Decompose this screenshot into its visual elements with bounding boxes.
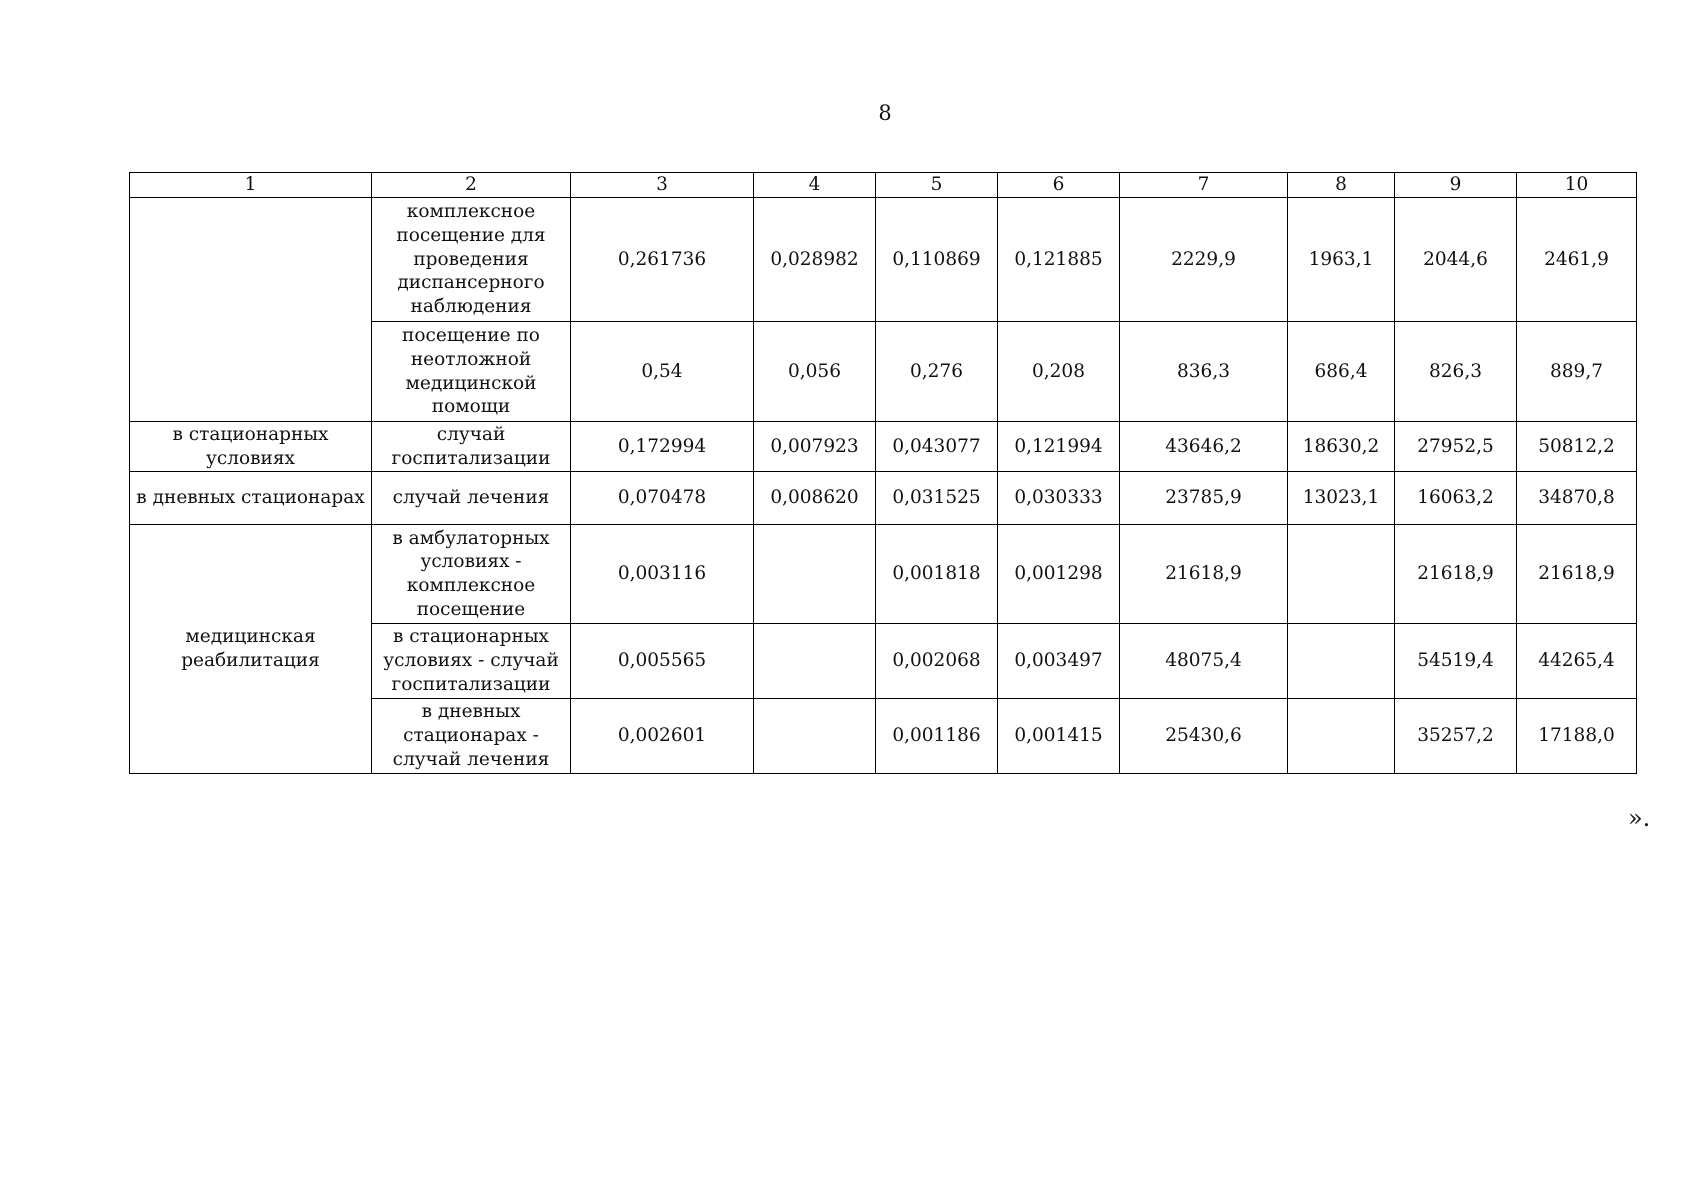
value-cell: 0,002601 — [571, 699, 754, 774]
value-cell: 0,056 — [754, 322, 876, 422]
table-row — [130, 472, 1637, 525]
value-cell: 0,030333 — [998, 472, 1120, 525]
value-cell: 0,001415 — [998, 699, 1120, 774]
data-table — [129, 172, 1637, 774]
category-cell: в дневных стационарах — [130, 472, 372, 525]
unit-cell: посещение по неотложной медицинской помощи — [372, 322, 571, 422]
value-cell: 686,4 — [1288, 322, 1395, 422]
value-cell — [1288, 699, 1395, 774]
value-cell: 16063,2 — [1395, 472, 1517, 525]
unit-cell: случай госпитализации — [372, 422, 571, 472]
table-row — [130, 198, 1637, 322]
page-number: 8 — [878, 101, 892, 125]
unit-cell: в дневных стационарах - случай лечения — [372, 699, 571, 774]
value-cell: 1963,1 — [1288, 198, 1395, 322]
value-cell: 43646,2 — [1120, 422, 1288, 472]
value-cell: 0,121994 — [998, 422, 1120, 472]
value-cell: 0,261736 — [571, 198, 754, 322]
value-cell: 0,001186 — [876, 699, 998, 774]
unit-cell: случай лечения — [372, 472, 571, 525]
value-cell: 35257,2 — [1395, 699, 1517, 774]
value-cell: 0,172994 — [571, 422, 754, 472]
value-cell: 0,001298 — [998, 525, 1120, 624]
value-cell: 889,7 — [1517, 322, 1637, 422]
value-cell: 2229,9 — [1120, 198, 1288, 322]
category-cell: медицинская реабилитация — [130, 525, 372, 774]
value-cell: 18630,2 — [1288, 422, 1395, 472]
header-cell: 3 — [571, 173, 754, 198]
value-cell: 21618,9 — [1517, 525, 1637, 624]
value-cell: 0,001818 — [876, 525, 998, 624]
unit-cell: в амбулаторных условиях - комплексное посещение — [372, 525, 571, 624]
value-cell — [1288, 624, 1395, 699]
header-cell: 6 — [998, 173, 1120, 198]
header-cell: 8 — [1288, 173, 1395, 198]
header-cell: 10 — [1517, 173, 1637, 198]
value-cell: 0,003497 — [998, 624, 1120, 699]
value-cell: 23785,9 — [1120, 472, 1288, 525]
table-row — [130, 422, 1637, 472]
column-number-row — [130, 173, 1637, 198]
value-cell: 48075,4 — [1120, 624, 1288, 699]
value-cell: 2044,6 — [1395, 198, 1517, 322]
value-cell — [754, 699, 876, 774]
value-cell: 0,043077 — [876, 422, 998, 472]
value-cell: 2461,9 — [1517, 198, 1637, 322]
value-cell: 21618,9 — [1395, 525, 1517, 624]
value-cell: 0,54 — [571, 322, 754, 422]
value-cell: 21618,9 — [1120, 525, 1288, 624]
value-cell: 25430,6 — [1120, 699, 1288, 774]
table-row — [130, 525, 1637, 624]
value-cell — [754, 624, 876, 699]
value-cell: 0,031525 — [876, 472, 998, 525]
value-cell: 17188,0 — [1517, 699, 1637, 774]
value-cell: 0,007923 — [754, 422, 876, 472]
header-cell: 2 — [372, 173, 571, 198]
header-cell: 1 — [130, 173, 372, 198]
unit-cell: комплексное посещение для проведения диспансерного наблюдения — [372, 198, 571, 322]
category-cell — [130, 198, 372, 422]
value-cell: 0,002068 — [876, 624, 998, 699]
value-cell: 826,3 — [1395, 322, 1517, 422]
header-cell: 4 — [754, 173, 876, 198]
category-cell: в стационарных условиях — [130, 422, 372, 472]
closing-quote: ». — [1628, 804, 1651, 832]
value-cell: 0,008620 — [754, 472, 876, 525]
header-cell: 5 — [876, 173, 998, 198]
value-cell: 0,276 — [876, 322, 998, 422]
value-cell: 0,003116 — [571, 525, 754, 624]
header-cell: 9 — [1395, 173, 1517, 198]
value-cell: 0,070478 — [571, 472, 754, 525]
value-cell: 0,208 — [998, 322, 1120, 422]
value-cell: 54519,4 — [1395, 624, 1517, 699]
value-cell: 27952,5 — [1395, 422, 1517, 472]
value-cell: 0,028982 — [754, 198, 876, 322]
value-cell — [1288, 525, 1395, 624]
value-cell — [754, 525, 876, 624]
value-cell: 0,110869 — [876, 198, 998, 322]
value-cell: 13023,1 — [1288, 472, 1395, 525]
value-cell: 0,121885 — [998, 198, 1120, 322]
value-cell: 0,005565 — [571, 624, 754, 699]
value-cell: 34870,8 — [1517, 472, 1637, 525]
value-cell: 836,3 — [1120, 322, 1288, 422]
header-cell: 7 — [1120, 173, 1288, 198]
value-cell: 50812,2 — [1517, 422, 1637, 472]
value-cell: 44265,4 — [1517, 624, 1637, 699]
unit-cell: в стационарных условиях - случай госпитализации — [372, 624, 571, 699]
